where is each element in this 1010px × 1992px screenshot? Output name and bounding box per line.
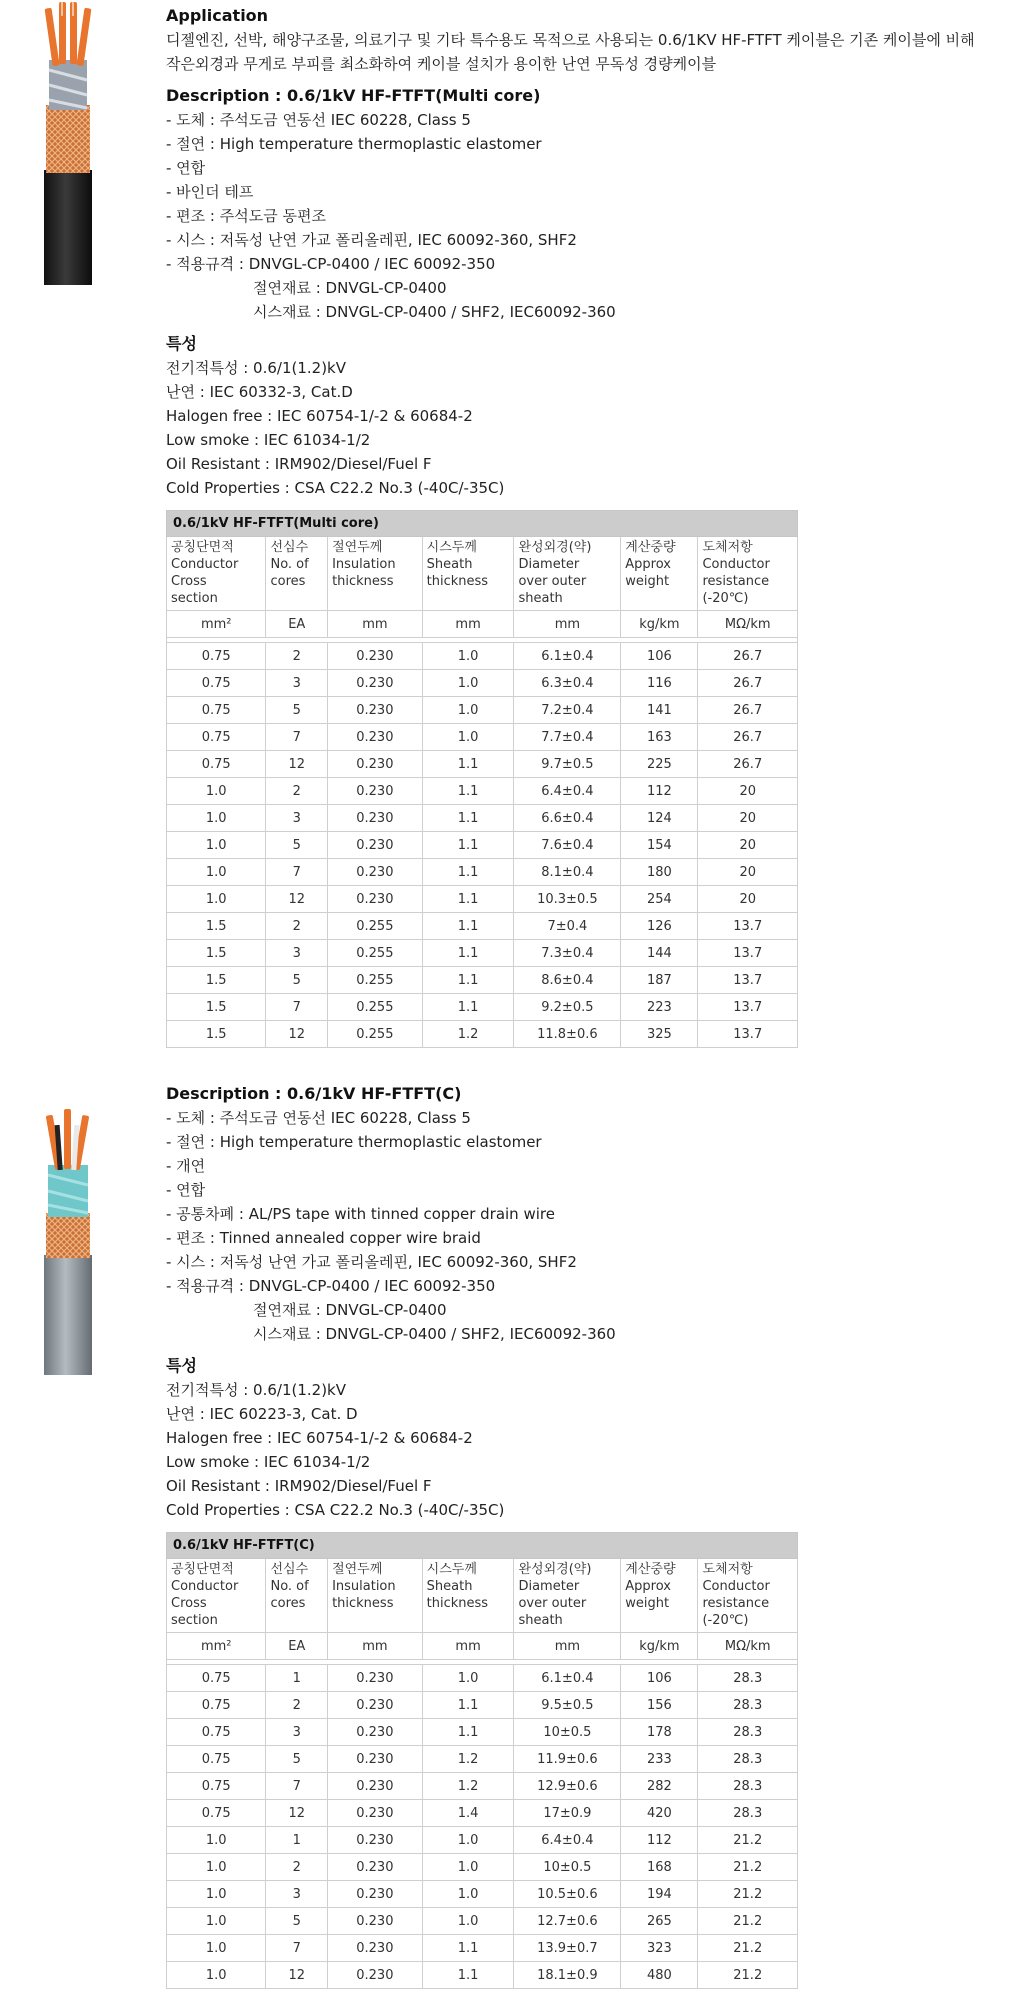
table-cell: 0.75: [167, 1773, 266, 1800]
description-indented-line: 시스재료 : DNVGL-CP-0400 / SHF2, IEC60092-360: [253, 303, 616, 321]
table-cell: 1.0: [167, 1827, 266, 1854]
table-row: [167, 994, 798, 1021]
table-cell: 6.3±0.4: [514, 670, 621, 697]
table-cell: 233: [621, 1746, 698, 1773]
table-cell: 0.255: [328, 1021, 423, 1048]
table-cell: 7: [266, 859, 328, 886]
table-cell: 0.230: [328, 1935, 423, 1962]
table-cell: 26.7: [698, 643, 798, 670]
table-cell: 7: [266, 1773, 328, 1800]
property-line: 전기적특성 : 0.6/1(1.2)kV: [166, 1381, 346, 1399]
description-line: - 절연 : High temperature thermoplastic elastomer: [166, 1133, 542, 1151]
table-cell: 0.230: [328, 1908, 423, 1935]
property-line: Halogen free : IEC 60754-1/-2 & 60684-2: [166, 1429, 473, 1447]
table-cell: 7.2±0.4: [514, 697, 621, 724]
table-cell: 106: [621, 1665, 698, 1692]
table-cell: 6.4±0.4: [514, 778, 621, 805]
unit-cell: mm: [422, 1633, 514, 1660]
column-header: 계산중량 Approx weight: [621, 1559, 698, 1633]
table-cell: 2: [266, 1692, 328, 1719]
table-cell: 2: [266, 643, 328, 670]
table-cell: 13.7: [698, 967, 798, 994]
table-cell: 0.230: [328, 778, 423, 805]
table-row: [167, 832, 798, 859]
table-row: [167, 967, 798, 994]
table-row: [167, 1854, 798, 1881]
table-cell: 1: [266, 1827, 328, 1854]
table-cell: 1.2: [422, 1773, 514, 1800]
property-line: 전기적특성 : 0.6/1(1.2)kV: [166, 359, 346, 377]
description-heading: Description : 0.6/1kV HF-FTFT(Multi core): [166, 86, 541, 105]
table-cell: 225: [621, 751, 698, 778]
description-line: - 연합: [166, 1181, 206, 1199]
table-cell: 7: [266, 994, 328, 1021]
unit-cell: mm: [514, 1633, 621, 1660]
table-row: [167, 1746, 798, 1773]
table-row: [167, 1827, 798, 1854]
table-cell: 0.230: [328, 751, 423, 778]
table-row: [167, 643, 798, 670]
table-cell: 7.3±0.4: [514, 940, 621, 967]
table-cell: 1.1: [422, 940, 514, 967]
table-cell: 18.1±0.9: [514, 1962, 621, 1989]
table-cell: 154: [621, 832, 698, 859]
table-cell: 28.3: [698, 1800, 798, 1827]
column-header: 선심수 No. of cores: [266, 1559, 328, 1633]
table-cell: 17±0.9: [514, 1800, 621, 1827]
section-screened: [166, 1082, 986, 1989]
table-cell: 1.5: [167, 967, 266, 994]
table-cell: 3: [266, 1881, 328, 1908]
unit-cell: mm: [514, 611, 621, 638]
table-cell: 1.1: [422, 778, 514, 805]
table-row: [167, 1908, 798, 1935]
table-cell: 8.1±0.4: [514, 859, 621, 886]
table-cell: 1.0: [167, 778, 266, 805]
property-line: Cold Properties : CSA C22.2 No.3 (-40C/-35C): [166, 479, 505, 497]
description-line: - 시스 : 저독성 난연 가교 폴리올레핀, IEC 60092-360, SHF2: [166, 231, 577, 249]
table-cell: 20: [698, 805, 798, 832]
application-heading: Application: [166, 6, 269, 25]
table-cell: 265: [621, 1908, 698, 1935]
table-cell: 20: [698, 832, 798, 859]
table-cell: 0.75: [167, 1692, 266, 1719]
column-header: 공칭단면적 Conductor Cross section: [167, 1559, 266, 1633]
table-cell: 116: [621, 670, 698, 697]
column-header: 시스두께 Sheath thickness: [422, 537, 514, 611]
description-line: - 도체 : 주석도금 연동선 IEC 60228, Class 5: [166, 111, 471, 129]
table-cell: 0.255: [328, 967, 423, 994]
table-cell: 1.1: [422, 859, 514, 886]
table-cell: 21.2: [698, 1854, 798, 1881]
table-row: [167, 724, 798, 751]
table-row: [167, 913, 798, 940]
description-line: - 시스 : 저독성 난연 가교 폴리올레핀, IEC 60092-360, SHF2: [166, 1253, 577, 1271]
table-cell: 13.7: [698, 1021, 798, 1048]
property-line: Oil Resistant : IRM902/Diesel/Fuel F: [166, 455, 432, 473]
table-cell: 282: [621, 1773, 698, 1800]
property-line: Halogen free : IEC 60754-1/-2 & 60684-2: [166, 407, 473, 425]
table-cell: 20: [698, 859, 798, 886]
application-line: 작은외경과 무게로 부피를 최소화하여 케이블 설치가 용이한 난연 무독성 경량케이블: [166, 55, 717, 73]
table-cell: 0.75: [167, 643, 266, 670]
table-cell: 10.3±0.5: [514, 886, 621, 913]
table-cell: 7: [266, 724, 328, 751]
table-cell: 6.6±0.4: [514, 805, 621, 832]
table-cell: 1.1: [422, 913, 514, 940]
table-cell: 1.1: [422, 1719, 514, 1746]
table-cell: 28.3: [698, 1692, 798, 1719]
table-cell: 0.230: [328, 1881, 423, 1908]
props-heading: 특성: [166, 1356, 197, 1375]
table-row: [167, 805, 798, 832]
table-cell: 10±0.5: [514, 1854, 621, 1881]
table-row: [167, 1665, 798, 1692]
table-cell: 1.0: [422, 1881, 514, 1908]
table-cell: 26.7: [698, 724, 798, 751]
table-caption: 0.6/1kV HF-FTFT(C): [167, 1533, 798, 1559]
column-header: 선심수 No. of cores: [266, 537, 328, 611]
table-row: [167, 1800, 798, 1827]
table-cell: 1: [266, 1665, 328, 1692]
table-cell: 9.2±0.5: [514, 994, 621, 1021]
table-cell: 254: [621, 886, 698, 913]
table-cell: 13.7: [698, 913, 798, 940]
description-line: - 편조 : Tinned annealed copper wire braid: [166, 1229, 481, 1247]
property-line: Low smoke : IEC 61034-1/2: [166, 1453, 371, 1471]
table-cell: 0.255: [328, 940, 423, 967]
table-row: [167, 778, 798, 805]
table-cell: 0.230: [328, 1692, 423, 1719]
description-indented-line: 절연재료 : DNVGL-CP-0400: [253, 279, 447, 297]
column-header: 도체저항 Conductor resistance (-20℃): [698, 1559, 798, 1633]
table-cell: 0.75: [167, 697, 266, 724]
description-line: - 연합: [166, 159, 206, 177]
table-cell: 1.0: [167, 1881, 266, 1908]
table-row: [167, 940, 798, 967]
table-row: [167, 886, 798, 913]
table-cell: 0.75: [167, 724, 266, 751]
table-cell: 0.255: [328, 913, 423, 940]
table-cell: 112: [621, 778, 698, 805]
table-cell: 21.2: [698, 1908, 798, 1935]
table-cell: 194: [621, 1881, 698, 1908]
column-header: 시스두께 Sheath thickness: [422, 1559, 514, 1633]
unit-cell: mm²: [167, 1633, 266, 1660]
cable-image-screened: [40, 1095, 96, 1375]
table-row: [167, 1962, 798, 1989]
table-cell: 112: [621, 1827, 698, 1854]
description-indented-line: 시스재료 : DNVGL-CP-0400 / SHF2, IEC60092-360: [253, 1325, 616, 1343]
description-line: - 바인더 테프: [166, 183, 254, 201]
application-line: 디젤엔진, 선박, 해양구조물, 의료기구 및 기타 특수용도 목적으로 사용되는 0.6/1KV HF-FTFT 케이블은 기존 케이블에 비해: [166, 31, 975, 49]
table-cell: 8.6±0.4: [514, 967, 621, 994]
table-cell: 420: [621, 1800, 698, 1827]
description-line: - 절연 : High temperature thermoplastic elastomer: [166, 135, 542, 153]
table-cell: 1.4: [422, 1800, 514, 1827]
cable-image-multi-core: [40, 0, 96, 285]
unit-cell: MΩ/km: [698, 1633, 798, 1660]
table-cell: 2: [266, 1854, 328, 1881]
table-cell: 28.3: [698, 1746, 798, 1773]
table-row: [167, 1692, 798, 1719]
table-caption: 0.6/1kV HF-FTFT(Multi core): [167, 511, 798, 537]
table-cell: 1.0: [167, 886, 266, 913]
table-cell: 1.0: [422, 1908, 514, 1935]
unit-cell: mm: [422, 611, 514, 638]
table-cell: 141: [621, 697, 698, 724]
description-line: - 적용규격 : DNVGL-CP-0400 / IEC 60092-350: [166, 1277, 496, 1295]
column-header: 완성외경(약) Diameter over outer sheath: [514, 537, 621, 611]
property-line: Oil Resistant : IRM902/Diesel/Fuel F: [166, 1477, 432, 1495]
table-cell: 1.0: [167, 805, 266, 832]
table-cell: 12.7±0.6: [514, 1908, 621, 1935]
table-cell: 28.3: [698, 1665, 798, 1692]
table-cell: 0.255: [328, 994, 423, 1021]
description-line: - 편조 : 주석도금 동편조: [166, 207, 326, 225]
table-cell: 1.0: [422, 724, 514, 751]
table-cell: 3: [266, 940, 328, 967]
table-row: [167, 1881, 798, 1908]
table-cell: 3: [266, 670, 328, 697]
table-cell: 0.75: [167, 751, 266, 778]
spec-table-screened: [166, 1532, 798, 1989]
table-cell: 1.0: [167, 832, 266, 859]
table-cell: 6.4±0.4: [514, 1827, 621, 1854]
table-cell: 21.2: [698, 1935, 798, 1962]
table-cell: 13.9±0.7: [514, 1935, 621, 1962]
table-cell: 5: [266, 1908, 328, 1935]
table-cell: 0.230: [328, 1773, 423, 1800]
table-cell: 20: [698, 886, 798, 913]
table-cell: 2: [266, 778, 328, 805]
table-cell: 6.1±0.4: [514, 643, 621, 670]
table-row: [167, 1935, 798, 1962]
table-cell: 5: [266, 967, 328, 994]
table-cell: 1.5: [167, 994, 266, 1021]
table-cell: 20: [698, 778, 798, 805]
table-cell: 1.1: [422, 805, 514, 832]
table-cell: 124: [621, 805, 698, 832]
description-line: - 개연: [166, 1157, 206, 1175]
table-cell: 0.230: [328, 832, 423, 859]
table-cell: 178: [621, 1719, 698, 1746]
table-cell: 0.230: [328, 1854, 423, 1881]
table-cell: 0.230: [328, 1746, 423, 1773]
table-cell: 21.2: [698, 1827, 798, 1854]
table-cell: 1.1: [422, 1962, 514, 1989]
table-cell: 1.0: [167, 1854, 266, 1881]
table-row: [167, 751, 798, 778]
table-cell: 163: [621, 724, 698, 751]
table-cell: 0.230: [328, 697, 423, 724]
table-cell: 1.1: [422, 886, 514, 913]
unit-cell: mm²: [167, 611, 266, 638]
property-line: Low smoke : IEC 61034-1/2: [166, 431, 371, 449]
table-cell: 144: [621, 940, 698, 967]
props-heading: 특성: [166, 334, 197, 353]
table-cell: 3: [266, 1719, 328, 1746]
table-row: [167, 1021, 798, 1048]
table-cell: 10.5±0.6: [514, 1881, 621, 1908]
table-cell: 1.0: [422, 1827, 514, 1854]
table-cell: 0.230: [328, 886, 423, 913]
table-cell: 11.9±0.6: [514, 1746, 621, 1773]
table-cell: 1.0: [422, 1854, 514, 1881]
table-cell: 21.2: [698, 1881, 798, 1908]
table-cell: 0.230: [328, 859, 423, 886]
table-cell: 1.2: [422, 1746, 514, 1773]
unit-cell: kg/km: [621, 611, 698, 638]
unit-cell: mm: [328, 1633, 423, 1660]
table-cell: 1.1: [422, 1692, 514, 1719]
table-cell: 12: [266, 751, 328, 778]
table-cell: 12.9±0.6: [514, 1773, 621, 1800]
table-cell: 0.230: [328, 1962, 423, 1989]
table-row: [167, 1773, 798, 1800]
table-cell: 187: [621, 967, 698, 994]
column-header: 공칭단면적 Conductor Cross section: [167, 537, 266, 611]
table-cell: 1.0: [167, 1962, 266, 1989]
table-cell: 223: [621, 994, 698, 1021]
table-cell: 0.75: [167, 1665, 266, 1692]
table-cell: 0.230: [328, 1800, 423, 1827]
table-cell: 6.1±0.4: [514, 1665, 621, 1692]
table-cell: 0.230: [328, 670, 423, 697]
description-indented-line: 절연재료 : DNVGL-CP-0400: [253, 1301, 447, 1319]
table-cell: 1.0: [167, 1935, 266, 1962]
unit-cell: EA: [266, 611, 328, 638]
unit-cell: EA: [266, 1633, 328, 1660]
table-cell: 26.7: [698, 670, 798, 697]
description-line: - 적용규격 : DNVGL-CP-0400 / IEC 60092-350: [166, 255, 496, 273]
table-cell: 1.5: [167, 940, 266, 967]
table-cell: 168: [621, 1854, 698, 1881]
table-cell: 1.0: [422, 643, 514, 670]
spec-table-multi-core: [166, 510, 798, 1048]
table-cell: 0.75: [167, 1719, 266, 1746]
table-cell: 1.1: [422, 994, 514, 1021]
table-cell: 1.1: [422, 967, 514, 994]
table-cell: 13.7: [698, 940, 798, 967]
table-cell: 26.7: [698, 697, 798, 724]
table-cell: 1.1: [422, 832, 514, 859]
table-row: [167, 670, 798, 697]
table-cell: 13.7: [698, 994, 798, 1021]
unit-cell: MΩ/km: [698, 611, 798, 638]
table-cell: 7.6±0.4: [514, 832, 621, 859]
table-cell: 12: [266, 1021, 328, 1048]
description-line: - 공통차폐 : AL/PS tape with tinned copper drain wire: [166, 1205, 555, 1223]
table-cell: 480: [621, 1962, 698, 1989]
table-cell: 0.230: [328, 1665, 423, 1692]
table-cell: 7.7±0.4: [514, 724, 621, 751]
column-header: 도체저항 Conductor resistance (-20℃): [698, 537, 798, 611]
table-cell: 0.230: [328, 1827, 423, 1854]
table-cell: 1.0: [167, 859, 266, 886]
table-cell: 0.75: [167, 670, 266, 697]
table-cell: 26.7: [698, 751, 798, 778]
table-cell: 9.7±0.5: [514, 751, 621, 778]
table-cell: 1.5: [167, 1021, 266, 1048]
table-cell: 12: [266, 1962, 328, 1989]
table-cell: 325: [621, 1021, 698, 1048]
table-row: [167, 697, 798, 724]
table-cell: 126: [621, 913, 698, 940]
table-cell: 28.3: [698, 1719, 798, 1746]
table-cell: 180: [621, 859, 698, 886]
table-cell: 106: [621, 643, 698, 670]
property-line: Cold Properties : CSA C22.2 No.3 (-40C/-35C): [166, 1501, 505, 1519]
table-cell: 1.0: [167, 1908, 266, 1935]
table-cell: 0.230: [328, 805, 423, 832]
table-cell: 21.2: [698, 1962, 798, 1989]
table-cell: 28.3: [698, 1773, 798, 1800]
table-cell: 12: [266, 1800, 328, 1827]
table-cell: 0.230: [328, 643, 423, 670]
table-cell: 9.5±0.5: [514, 1692, 621, 1719]
table-cell: 1.5: [167, 913, 266, 940]
table-cell: 5: [266, 832, 328, 859]
unit-cell: mm: [328, 611, 423, 638]
column-header: 절연두께 Insulation thickness: [328, 537, 423, 611]
table-cell: 5: [266, 1746, 328, 1773]
unit-cell: kg/km: [621, 1633, 698, 1660]
column-header: 계산중량 Approx weight: [621, 537, 698, 611]
table-cell: 11.8±0.6: [514, 1021, 621, 1048]
column-header: 절연두께 Insulation thickness: [328, 1559, 423, 1633]
table-cell: 7: [266, 1935, 328, 1962]
table-cell: 1.1: [422, 1935, 514, 1962]
table-cell: 323: [621, 1935, 698, 1962]
description-line: - 도체 : 주석도금 연동선 IEC 60228, Class 5: [166, 1109, 471, 1127]
table-cell: 5: [266, 697, 328, 724]
table-cell: 0.75: [167, 1800, 266, 1827]
table-cell: 12: [266, 886, 328, 913]
table-cell: 7±0.4: [514, 913, 621, 940]
table-cell: 0.230: [328, 1719, 423, 1746]
table-cell: 2: [266, 913, 328, 940]
table-cell: 1.2: [422, 1021, 514, 1048]
table-cell: 10±0.5: [514, 1719, 621, 1746]
table-cell: 1.0: [422, 670, 514, 697]
description-heading: Description : 0.6/1kV HF-FTFT(C): [166, 1084, 462, 1103]
table-row: [167, 859, 798, 886]
table-cell: 156: [621, 1692, 698, 1719]
property-line: 난연 : IEC 60332-3, Cat.D: [166, 383, 353, 401]
table-cell: 1.0: [422, 697, 514, 724]
table-cell: 1.1: [422, 751, 514, 778]
table-cell: 0.75: [167, 1746, 266, 1773]
column-header: 완성외경(약) Diameter over outer sheath: [514, 1559, 621, 1633]
table-cell: 1.0: [422, 1665, 514, 1692]
property-line: 난연 : IEC 60223-3, Cat. D: [166, 1405, 358, 1423]
table-row: [167, 1719, 798, 1746]
table-cell: 0.230: [328, 724, 423, 751]
section-multi-core: [166, 4, 986, 1048]
table-cell: 3: [266, 805, 328, 832]
